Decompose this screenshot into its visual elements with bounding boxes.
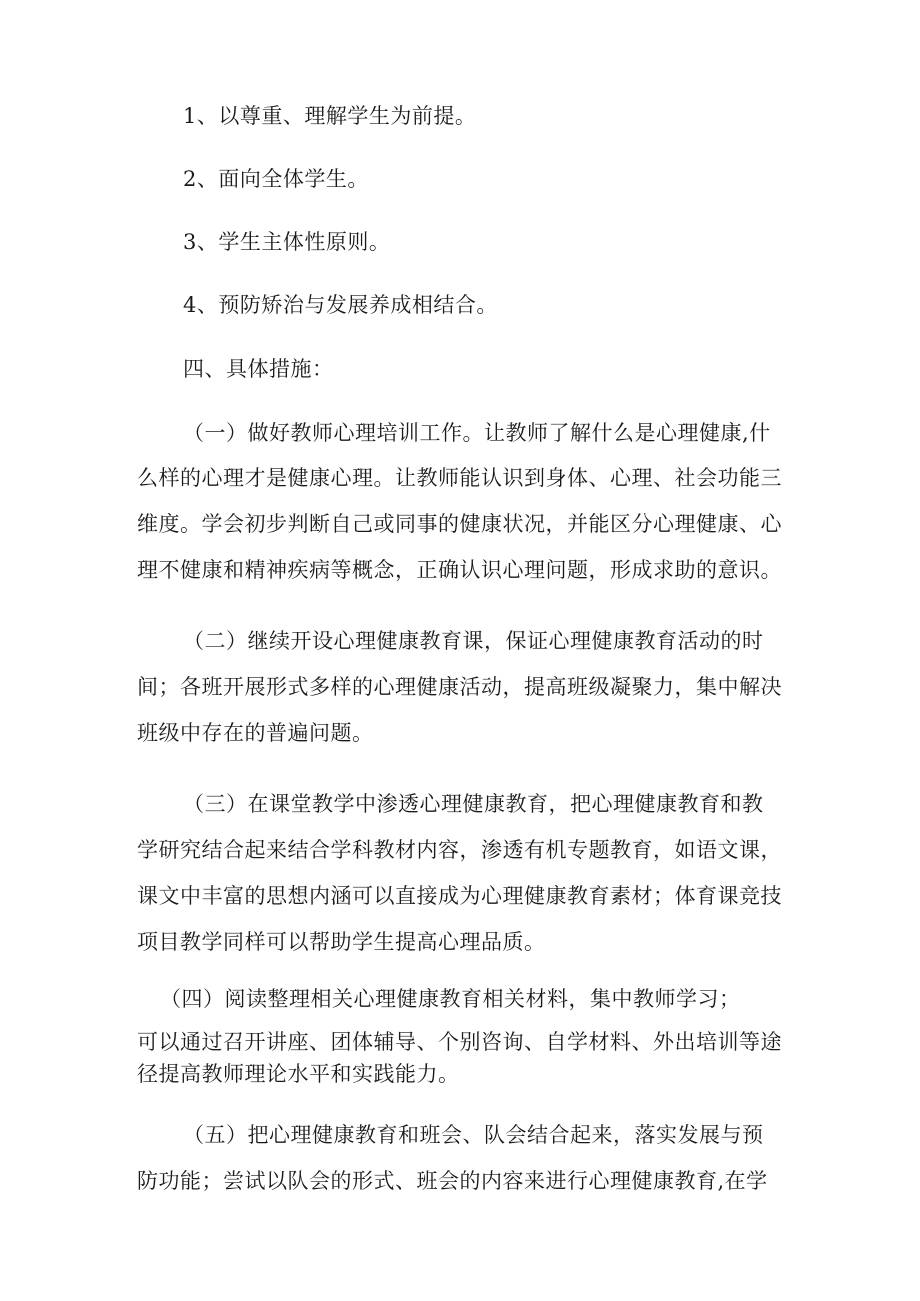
measure-3-line-3: 课文中丰富的思想内涵可以直接成为心理健康教育素材；体育课竞技: [137, 884, 782, 908]
measure-4-line-1: （四）阅读整理相关心理健康教育相关材料，集中教师学习；: [160, 987, 741, 1011]
measure-3-line-2: 学研究结合起来结合学科教材内容，渗透有机专题教育，如语文课，: [137, 838, 782, 862]
measure-2-line-2: 间；各班开展形式多样的心理健康活动，提高班级凝聚力，集中解决: [137, 675, 782, 699]
measure-3-line-4: 项目教学同样可以帮助学生提高心理品质。: [137, 930, 546, 954]
measure-1-line-3: 维度。学会初步判断自己或同事的健康状况，并能区分心理健康、心: [137, 512, 782, 536]
measure-3-line-1: （三）在课堂教学中渗透心理健康教育，把心理健康教育和教: [183, 792, 764, 816]
measure-5-line-1: （五）把心理健康教育和班会、队会结合起来，落实发展与预: [183, 1123, 764, 1147]
principle-1: 1、以尊重、理解学生为前提。: [183, 104, 477, 128]
measure-2-line-1: （二）继续开设心理健康教育课，保证心理健康教育活动的时: [183, 629, 764, 653]
measure-5-line-2: 防功能；尝试以队会的形式、班会的内容来进行心理健康教育,在学: [137, 1169, 768, 1193]
measure-2-line-3: 班级中存在的普遍问题。: [137, 721, 374, 745]
principle-3: 3、学生主体性原则。: [183, 230, 391, 254]
principle-4: 4、预防矫治与发展养成相结合。: [183, 293, 498, 317]
measure-4-line-2: 可以通过召开讲座、团体辅导、个别咨询、自学材料、外出培训等途: [137, 1030, 782, 1054]
measure-1-line-4: 理不健康和精神疾病等概念，正确认识心理问题，形成求助的意识。: [137, 558, 782, 582]
measure-1-line-2: 么样的心理才是健康心理。让教师能认识到身体、心理、社会功能三: [137, 466, 782, 490]
measure-4-line-3: 径提高教师理论水平和实践能力。: [137, 1062, 460, 1086]
measure-1-line-1: （一）做好教师心理培训工作。让教师了解什么是心理健康,什: [183, 421, 771, 445]
principle-2: 2、面向全体学生。: [183, 167, 369, 191]
section-heading: 四、具体措施：: [183, 357, 334, 381]
